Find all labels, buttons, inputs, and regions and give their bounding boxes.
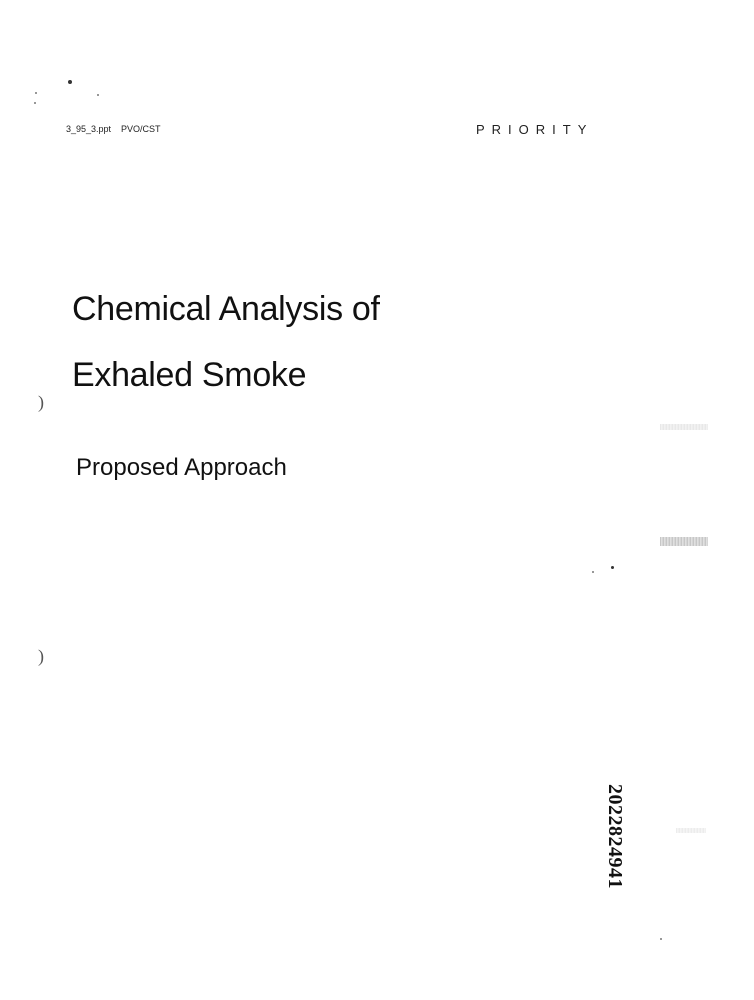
file-name: 3_95_3.ppt — [66, 124, 112, 134]
scan-speck — [34, 102, 36, 104]
page-title-line-1: Chemical Analysis of — [72, 290, 380, 328]
scan-mark: ) — [38, 392, 44, 412]
scan-speck — [611, 566, 614, 569]
scan-speck — [68, 80, 72, 84]
page-title-line-2: Exhaled Smoke — [72, 356, 307, 394]
scan-speck — [97, 94, 99, 96]
scan-speck — [660, 938, 662, 940]
scan-speck — [592, 571, 594, 573]
scan-speck — [35, 92, 37, 94]
priority-label: PRIORITY — [476, 122, 594, 137]
document-bates-number: 2022824941 — [604, 784, 626, 889]
scan-noise — [676, 828, 706, 833]
header-file-info — [66, 124, 161, 134]
department-code: PVO/CST — [121, 124, 161, 134]
scan-mark: ) — [38, 646, 44, 666]
subtitle: Proposed Approach — [76, 454, 287, 481]
scan-noise — [660, 537, 708, 546]
scan-noise — [660, 424, 708, 430]
